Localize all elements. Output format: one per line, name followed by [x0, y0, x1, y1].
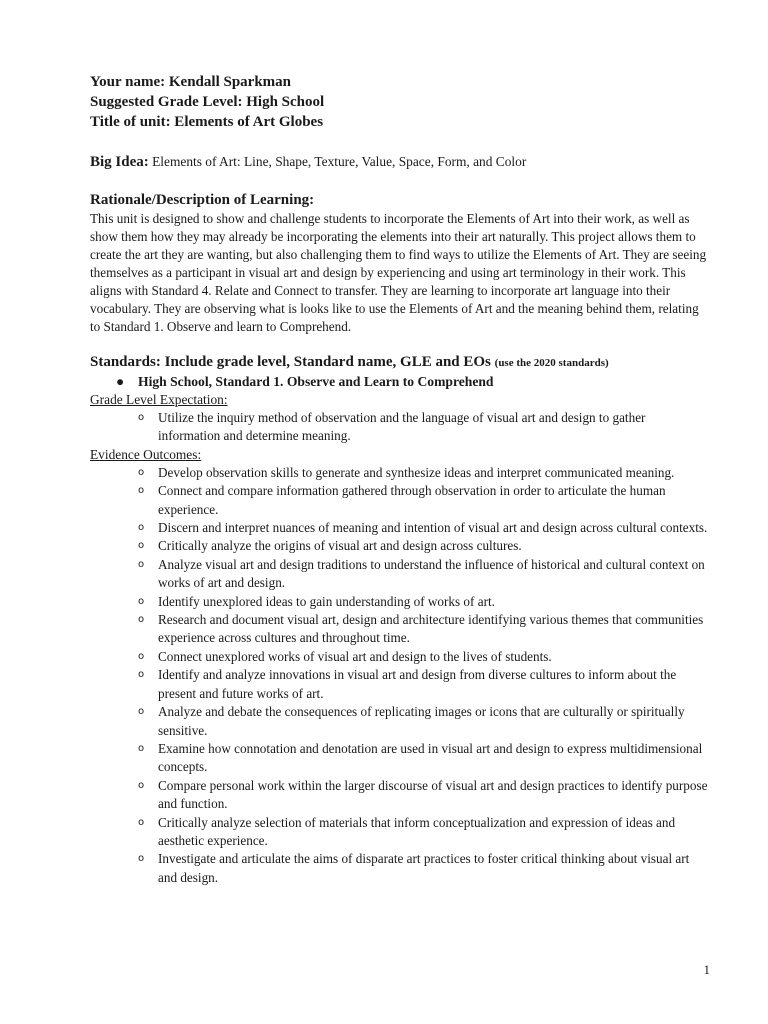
sub-bullet-icon: o: [138, 595, 145, 607]
author-name-line: Your name: Kendall Sparkman: [90, 74, 292, 90]
sub-bullet-icon: o: [138, 485, 145, 497]
list-item-text: Analyze visual art and design traditions to understand the influence of historical and cultural context on works of art and design.: [158, 556, 705, 591]
grade-level-line: Suggested Grade Level: High School: [90, 94, 325, 110]
sub-bullet-icon: o: [138, 853, 145, 865]
sub-bullet-icon: o: [138, 540, 145, 552]
list-item-text: Identify unexplored ideas to gain understanding of works of art.: [158, 593, 495, 609]
list-item: [90, 537, 710, 555]
list-item-text: Connect unexplored works of visual art and design to the lives of students.: [158, 648, 552, 664]
list-item-text: Examine how connotation and denotation are used in visual art and design to express multidimensional concepts.: [158, 740, 703, 775]
list-item: [90, 611, 710, 648]
sub-bullet-icon: o: [138, 779, 145, 791]
bullet-icon: ●: [116, 374, 125, 389]
list-item: [90, 482, 710, 519]
list-item-text: Investigate and articulate the aims of disparate art practices to foster critical thinking about visual art and design.: [158, 851, 690, 885]
sub-bullet-icon: o: [138, 614, 145, 626]
sub-bullet-icon: o: [138, 558, 145, 570]
list-item-text: Utilize the inquiry method of observation and the language of visual art and design to gather information and determine meaning.: [158, 410, 646, 444]
list-item: [90, 648, 710, 666]
unit-title-line: Title of unit: Elements of Art Globes: [90, 114, 324, 130]
list-item-text: Connect and compare information gathered through observation in order to articulate the human experience.: [158, 483, 666, 517]
evidence-outcomes-list: [90, 464, 710, 887]
document-page: [90, 72, 710, 887]
list-item: [90, 409, 710, 446]
list-item-text: Identify and analyze innovations in visual art and design from diverse cultures to inform about the present and future works of art.: [158, 667, 677, 701]
page-number: 1: [703, 962, 710, 977]
sub-bullet-icon: o: [138, 650, 145, 662]
list-item: [90, 703, 710, 740]
gle-list: [90, 409, 710, 446]
standard-bullet: [90, 373, 710, 391]
standards-heading: [90, 352, 710, 373]
list-item: [90, 556, 710, 593]
sub-bullet-icon: o: [138, 742, 145, 754]
big-idea: [90, 152, 710, 172]
evidence-outcomes-label: Evidence Outcomes:: [90, 446, 202, 462]
list-item: [90, 519, 710, 537]
sub-bullet-icon: o: [138, 669, 145, 681]
sub-bullet-icon: o: [138, 522, 145, 534]
gle-label: Grade Level Expectation:: [90, 392, 228, 407]
list-item-text: Develop observation skills to generate and synthesize ideas and interpret communicated meaning.: [158, 464, 675, 480]
sub-bullet-icon: o: [138, 816, 145, 828]
standards-heading-note: (use the 2020 standards): [494, 357, 609, 369]
sub-bullet-icon: o: [138, 412, 145, 423]
list-item: [90, 777, 710, 814]
big-idea-text: Elements of Art: Line, Shape, Texture, Value, Space, Form, and Color: [148, 154, 527, 169]
list-item-text: Compare personal work within the larger discourse of visual art and design practices to identify purpose and function.: [158, 777, 708, 812]
list-item-text: Critically analyze the origins of visual art and design across cultures.: [158, 538, 522, 554]
list-item-text: Critically analyze selection of materials that inform conceptualization and expression of ideas and aesthetic experience.: [158, 814, 676, 848]
standards-heading-text: Standards: Include grade level, Standard name, GLE and EOs: [90, 354, 495, 370]
big-idea-label: Big Idea:: [90, 154, 149, 170]
list-item-text: Research and document visual art, design and architecture identifying various themes that communities experience across cultures and throughout time.: [158, 612, 704, 646]
list-item: [90, 593, 710, 611]
list-item: [90, 464, 710, 482]
sub-bullet-icon: o: [138, 466, 145, 478]
standard-title: High School, Standard 1. Observe and Learn to Comprehend: [138, 374, 494, 389]
sub-bullet-icon: o: [138, 706, 145, 718]
list-item: [90, 740, 710, 777]
list-item: [90, 850, 710, 887]
list-item-text: Discern and interpret nuances of meaning and intention of visual art and design across cultural contexts.: [158, 520, 708, 536]
list-item: [90, 666, 710, 703]
rationale-body: This unit is designed to show and challenge students to incorporate the Elements of Art into their work, as well as show them how they may already be incorporating the elements into their art naturally. This project allows them to create the art they are wanting, but also challenging them to find ways to utilize the Elements of Art. They are seeing themselves as a participant in visual art and design by experiencing and using art terminology in their work. This aligns with Standard 4. Relate and Connect to transfer. They are learning to incorporate art language into their vocabulary. They are observing what is looks like to use the Elements of Art and the meaning behind them, relating to Standard 1. Observe and learn to Comprehend.: [90, 211, 707, 334]
rationale-heading: Rationale/Description of Learning:: [90, 192, 315, 208]
list-item: [90, 814, 710, 851]
list-item-text: Analyze and debate the consequences of replicating images or icons that are culturally or spiritually sensitive.: [158, 704, 685, 738]
